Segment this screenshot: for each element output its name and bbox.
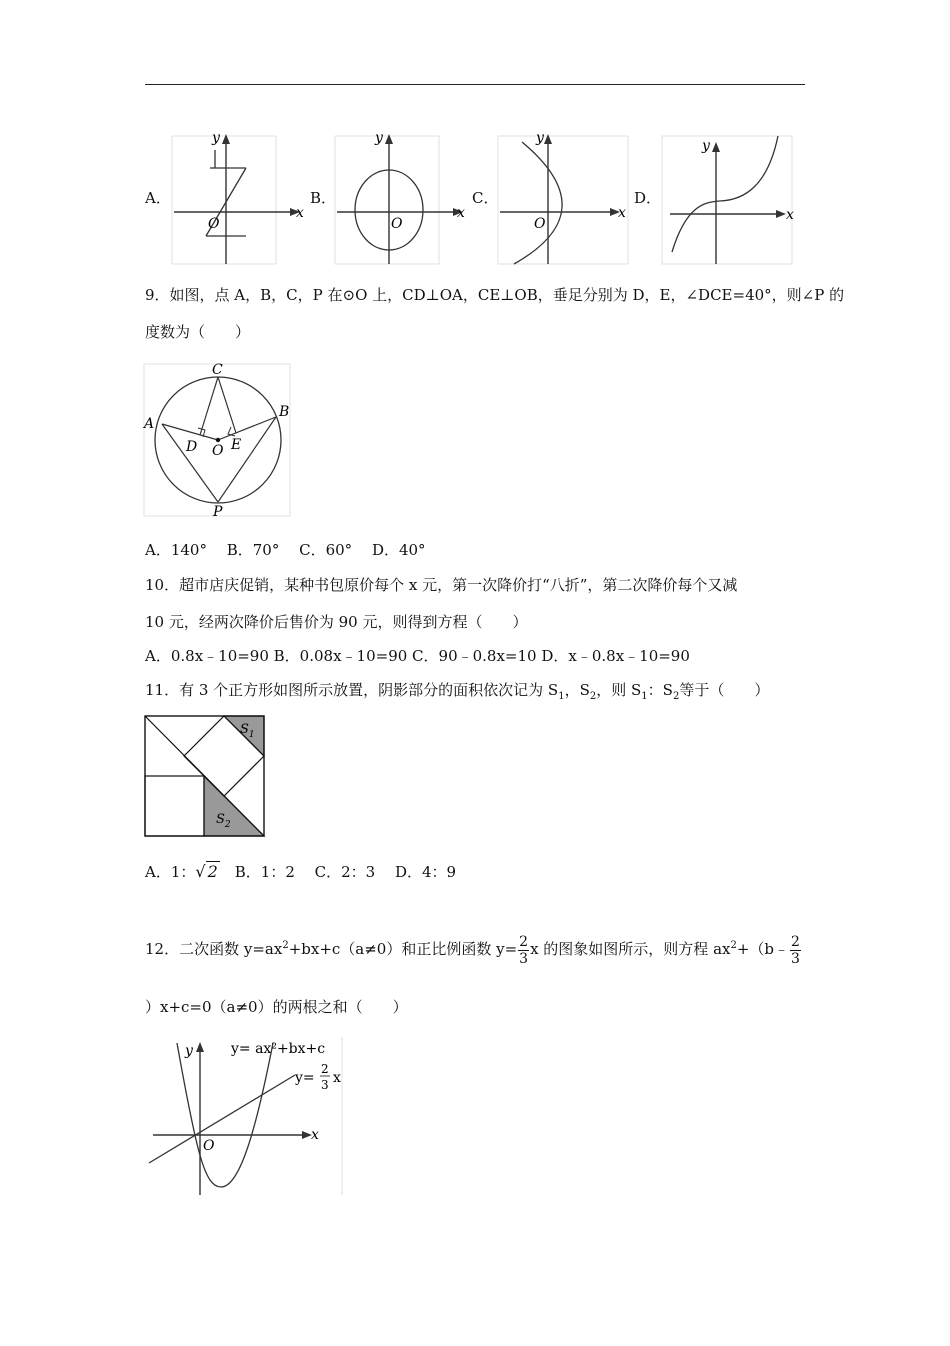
q8a-origin: O (208, 216, 220, 232)
q12-stem-line1 (145, 928, 802, 967)
q12-t2: +bx+c（a≠0）和正比例函数 y= (288, 940, 518, 958)
q12-sup1: 2 (282, 940, 289, 951)
q12-fraction-2: $\frac{2}{3}$ (791, 933, 800, 967)
q12-stem-line2: ）x+c=0（a≠0）的两根之和（ ） (145, 998, 408, 1016)
q12-graph (145, 1035, 355, 1200)
q8c-x-label: x (618, 205, 626, 221)
q9-label-b: B (279, 404, 290, 420)
q8d-x-label: x (786, 207, 794, 223)
q8-graph-b (333, 128, 473, 268)
q9-stem-line2: 度数为（ ） (145, 323, 251, 341)
q8-option-a-label: A． (145, 189, 171, 207)
q11-sub2: 2 (589, 691, 597, 702)
q12-origin: O (203, 1138, 215, 1154)
q8b-origin: O (391, 216, 403, 232)
q9-options: A．140° B．70° C．60° D．40° (145, 541, 426, 559)
q8-option-d-label: D． (634, 189, 662, 207)
q11-squares-figure (144, 715, 266, 837)
q11-opt-a-radicand: 2 (207, 862, 218, 881)
q11-sub3: 1 (641, 691, 648, 702)
q10-stem-line1: 10．超市店庆促销，某种书包原价每个 x 元，第一次降价打“八折”，第二次降价每个又减 (145, 576, 738, 594)
sqrt-symbol: √ 2 (195, 862, 218, 881)
q10-stem-line2: 10 元，经两次降价后售价为 90 元，则得到方程（ ） (145, 613, 528, 631)
q8-graph-d (660, 128, 800, 268)
q9-label-e: E (231, 437, 242, 453)
q8b-x-label: x (457, 205, 465, 221)
q8-graph-c (496, 128, 636, 268)
q9-label-a: A (144, 416, 155, 432)
q11-stem-mid: ，则 S (596, 681, 642, 699)
q9-label-d: D (186, 439, 198, 455)
q8b-y-label: y (375, 130, 383, 146)
q12-x-label: x (311, 1127, 319, 1143)
q12-line-frac-den: 3 (321, 1078, 329, 1092)
q12-parabola-label: y= ax²+bx+c (231, 1041, 326, 1057)
q11-sep1: ，S (564, 681, 590, 699)
q12-line-frac-num: 2 (321, 1062, 329, 1076)
q11-stem-pre: 11．有 3 个正方形如图所示放置，阴影部分的面积依次记为 S (145, 681, 559, 699)
header-rule (145, 84, 805, 85)
q9-label-o: O (212, 443, 224, 459)
q8-graph-a (170, 128, 310, 268)
q12-y-label: y (185, 1043, 193, 1059)
q11-stem (145, 680, 769, 707)
q12-line-label-x: x (333, 1070, 341, 1086)
q8c-y-label: y (536, 130, 544, 146)
q11-options (145, 862, 456, 882)
q11-sub1: 1 (558, 691, 565, 702)
q12-fraction-1: $\frac{2}{3}$ (519, 933, 529, 967)
q8c-origin: O (534, 216, 546, 232)
q12-line-label-prefix: y= (295, 1070, 315, 1086)
q11-opt-a-pre: A．1： (145, 863, 196, 881)
q10-options: A．0.8x﹣10=90 B．0.08x﹣10=90 C．90﹣0.8x=10 D．x﹣0.8x﹣10=90 (145, 647, 690, 665)
q8-option-b-label: B． (310, 189, 337, 207)
q9-label-c: C (212, 362, 223, 378)
q12-t4: +（b﹣ (736, 940, 790, 958)
q8d-y-label: y (702, 138, 710, 154)
q9-circle-figure (140, 360, 296, 520)
q11-label-s2: $S_2$ (216, 812, 231, 830)
q11-label-s1: $S_1$ (240, 722, 255, 740)
q11-opt-rest: B．1：2 C．2：3 D．4：9 (219, 863, 457, 881)
q12-sup2: 2 (730, 940, 737, 951)
q8a-x-label: x (296, 205, 304, 221)
q9-stem-line1: 9．如图，点 A，B，C，P 在⊙O 上，CD⊥OA，CE⊥OB，垂足分别为 D，E，∠DCE=40°，则∠P 的 (145, 286, 845, 304)
q11-sub4: 2 (672, 691, 680, 702)
q11-stem-post: 等于（ ） (679, 681, 770, 699)
q9-label-p: P (213, 504, 223, 520)
q11-colon: ：S (647, 681, 673, 699)
q12-t1: 12．二次函数 y=ax (145, 940, 283, 958)
q12-t3: x 的图象如图所示，则方程 ax (530, 940, 731, 958)
q8-option-c-label: C． (472, 189, 499, 207)
q8a-y-label: y (212, 130, 220, 146)
